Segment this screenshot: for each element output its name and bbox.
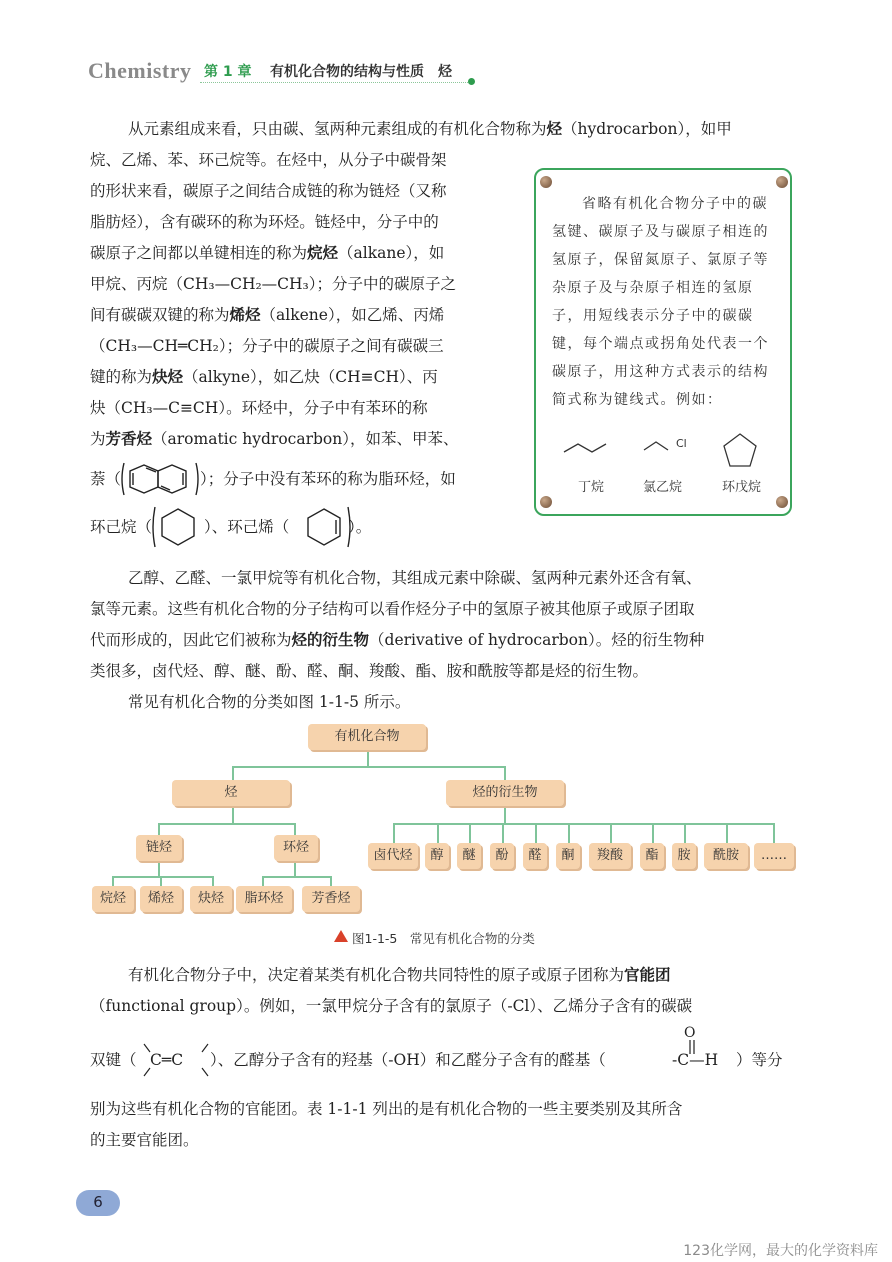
para1-line4: 脂肪烃），含有碳环的称为环烃。链烃中，分子中的 — [90, 213, 439, 231]
chloroethane-skeleton — [644, 442, 668, 450]
connector — [232, 766, 234, 780]
connector — [158, 823, 160, 835]
para1-line12b: ）；分子中没有苯环的称为脂环烃，如 — [200, 470, 456, 488]
butane-skeleton — [564, 444, 606, 452]
bolt-icon — [540, 496, 552, 508]
node-derivative-type: 酚 — [490, 843, 514, 869]
connector — [535, 823, 537, 843]
node-derivative-type: 卤代烃 — [368, 843, 418, 869]
node-organic-compound: 有机化合物 — [308, 724, 426, 750]
node-aromatic: 芳香烃 — [302, 886, 360, 912]
connector — [158, 863, 160, 877]
connector — [393, 823, 395, 843]
para2-line5: 常见有机化合物的分类如图 1-1-5 所示。 — [128, 693, 411, 711]
bolt-icon — [776, 496, 788, 508]
para1-line7: 间有碳碳双键的称为烯烃（alkene），如乙烯、丙烯 — [90, 306, 445, 324]
para1-line2: 烷、乙烯、苯、环己烷等。在烃中，从分子中碳骨架 — [90, 151, 447, 169]
chloroethane-label: 氯乙烷 — [643, 480, 683, 495]
para3-line3e: ）等分 — [736, 1051, 783, 1069]
node-cyclic-hydrocarbon: 环烃 — [274, 835, 318, 861]
para1-line10: 炔（CH₃—C≡CH）。环烃中，分子中有苯环的称 — [90, 399, 428, 417]
para1-line5: 碳原子之间都以单键相连的称为烷烃（alkane），如 — [90, 244, 445, 262]
para3-line3a: 双键（ — [90, 1051, 137, 1069]
cyclopentane-skeleton — [724, 434, 756, 466]
node-alkyne: 炔烃 — [190, 886, 232, 912]
connector — [294, 863, 296, 877]
connector — [367, 752, 369, 767]
chapter-title: 有机化合物的结构与性质 烃 — [270, 64, 452, 80]
node-derivative-type: 酮 — [556, 843, 580, 869]
page-number: 6 — [93, 1193, 103, 1211]
connector — [504, 808, 506, 824]
connector — [112, 876, 214, 878]
node-chain-hydrocarbon: 链烃 — [136, 835, 182, 861]
note-text: 省略有机化合物分子中的碳氢键、碳原子及与碳原子相连的氢原子，保留氮原子、氯原子等杂原子及与杂原子相连的氢原子，用短线表示分子中的碳碳键，每个端点或拐角处代表一个碳原子，用这种方式表示的结构简式称为键线式。例如： — [552, 196, 769, 408]
node-hydrocarbon: 烃 — [172, 780, 290, 806]
watermark: 123化学网，最大的化学资料库 — [683, 1243, 878, 1259]
para1-line8: （CH₃—CH═CH₂）；分子中的碳原子之间有碳碳三 — [90, 337, 444, 355]
node-derivative-type: 羧酸 — [589, 843, 631, 869]
node-derivative-type: 醇 — [425, 843, 449, 869]
para3-line2: （functional group）。例如，一氯甲烷分子含有的氯原子（-Cl）、乙烯分子含有的碳碳 — [90, 997, 693, 1015]
connector — [726, 823, 728, 843]
connector — [469, 823, 471, 843]
connector — [232, 766, 506, 768]
aldehyde-oxygen: O — [684, 1025, 696, 1041]
para1-line6: 甲烷、丙烷（CH₃—CH₂—CH₃）；分子中的碳原子之 — [90, 275, 457, 293]
para3-line3c: ）、乙醇分子含有的羟基（-OH）和乙醛分子含有的醛基（ — [210, 1051, 606, 1069]
connector — [568, 823, 570, 843]
connector — [684, 823, 686, 843]
node-derivative-type: 醚 — [457, 843, 481, 869]
para1-line9: 键的称为炔烃（alkyne），如乙炔（CH≡CH）、丙 — [90, 368, 438, 386]
header-rule — [200, 82, 470, 83]
header-brand: Chemistry — [88, 58, 192, 83]
node-derivative: 烃的衍生物 — [446, 780, 564, 806]
figure-caption: 图1-1-5 常见有机化合物的分类 — [352, 931, 535, 946]
connector — [262, 876, 332, 878]
connector — [393, 823, 775, 825]
connector — [502, 823, 504, 843]
para1-line13a: 环己烷（ — [90, 518, 153, 536]
connector — [294, 823, 296, 835]
naphthalene-structure — [118, 459, 202, 499]
connector — [232, 808, 234, 824]
bolt-icon — [776, 176, 788, 188]
connector — [158, 823, 296, 825]
node-derivative-type: 醛 — [523, 843, 547, 869]
chapter-number: 第 1 章 — [204, 64, 252, 80]
connector — [262, 876, 264, 886]
para2-line4: 类很多，卤代烃、醇、醚、酚、醛、酮、羧酸、酯、胺和酰胺等都是烃的衍生物。 — [90, 662, 649, 680]
node-derivative-type: …… — [754, 843, 794, 869]
node-alkane: 烷烃 — [92, 886, 134, 912]
para1-line13c: ）。 — [348, 518, 372, 536]
node-derivative-type: 酰胺 — [704, 843, 748, 869]
connector — [652, 823, 654, 843]
butane-label: 丁烷 — [578, 480, 605, 495]
connector — [773, 823, 775, 843]
para3-line5: 的主要官能团。 — [90, 1131, 199, 1149]
skeletal-formula-examples — [556, 428, 786, 478]
node-derivative-type: 胺 — [672, 843, 696, 869]
cyclohexane-structure — [150, 505, 204, 549]
connector — [160, 876, 162, 886]
para1-line1: 从元素组成来看，只由碳、氢两种元素组成的有机化合物称为烃（hydrocarbon），如甲 — [128, 120, 732, 138]
para2-line1: 乙醇、乙醛、一氯甲烷等有机化合物，其组成元素中除碳、氢两种元素外还含有氧、 — [128, 569, 702, 587]
connector — [330, 876, 332, 886]
node-alkene: 烯烃 — [140, 886, 182, 912]
connector — [504, 766, 506, 780]
para2-line2: 氯等元素。这些有机化合物的分子结构可以看作烃分子中的氢原子被其他原子或原子团取 — [90, 600, 695, 618]
connector — [112, 876, 114, 886]
cyclopentane-label: 环戊烷 — [722, 480, 762, 495]
para2-line3: 代而形成的，因此它们被称为烃的衍生物（derivative of hydrocarbon）。烃的衍生物种 — [90, 631, 705, 649]
double-bond-formula: C═C — [150, 1051, 184, 1069]
node-alicyclic: 脂环烃 — [236, 886, 292, 912]
para3-line1: 有机化合物分子中，决定着某类有机化合物共同特性的原子或原子团称为官能团 — [128, 966, 671, 984]
figure-marker-icon — [334, 930, 348, 942]
para1-line12a: 萘（ — [90, 470, 122, 488]
para1-line11: 为芳香烃（aromatic hydrocarbon），如苯、甲苯、 — [90, 430, 459, 448]
cyclohexene-structure — [300, 505, 352, 549]
para3-line4: 别为这些有机化合物的官能团。表 1-1-1 列出的是有机化合物的一些主要类别及其所含 — [90, 1100, 683, 1118]
para1-line13b: ）、环己烯（ — [204, 518, 290, 536]
para1-line3: 的形状来看，碳原子之间结合成链的称为链烃（又称 — [90, 182, 447, 200]
header-dot — [468, 78, 475, 85]
connector — [437, 823, 439, 843]
node-derivative-type: 酯 — [640, 843, 664, 869]
bolt-icon — [540, 176, 552, 188]
aldehyde-formula: -C—H — [672, 1051, 719, 1069]
connector — [610, 823, 612, 843]
connector — [212, 876, 214, 886]
chlorine-symbol: Cl — [676, 437, 687, 450]
